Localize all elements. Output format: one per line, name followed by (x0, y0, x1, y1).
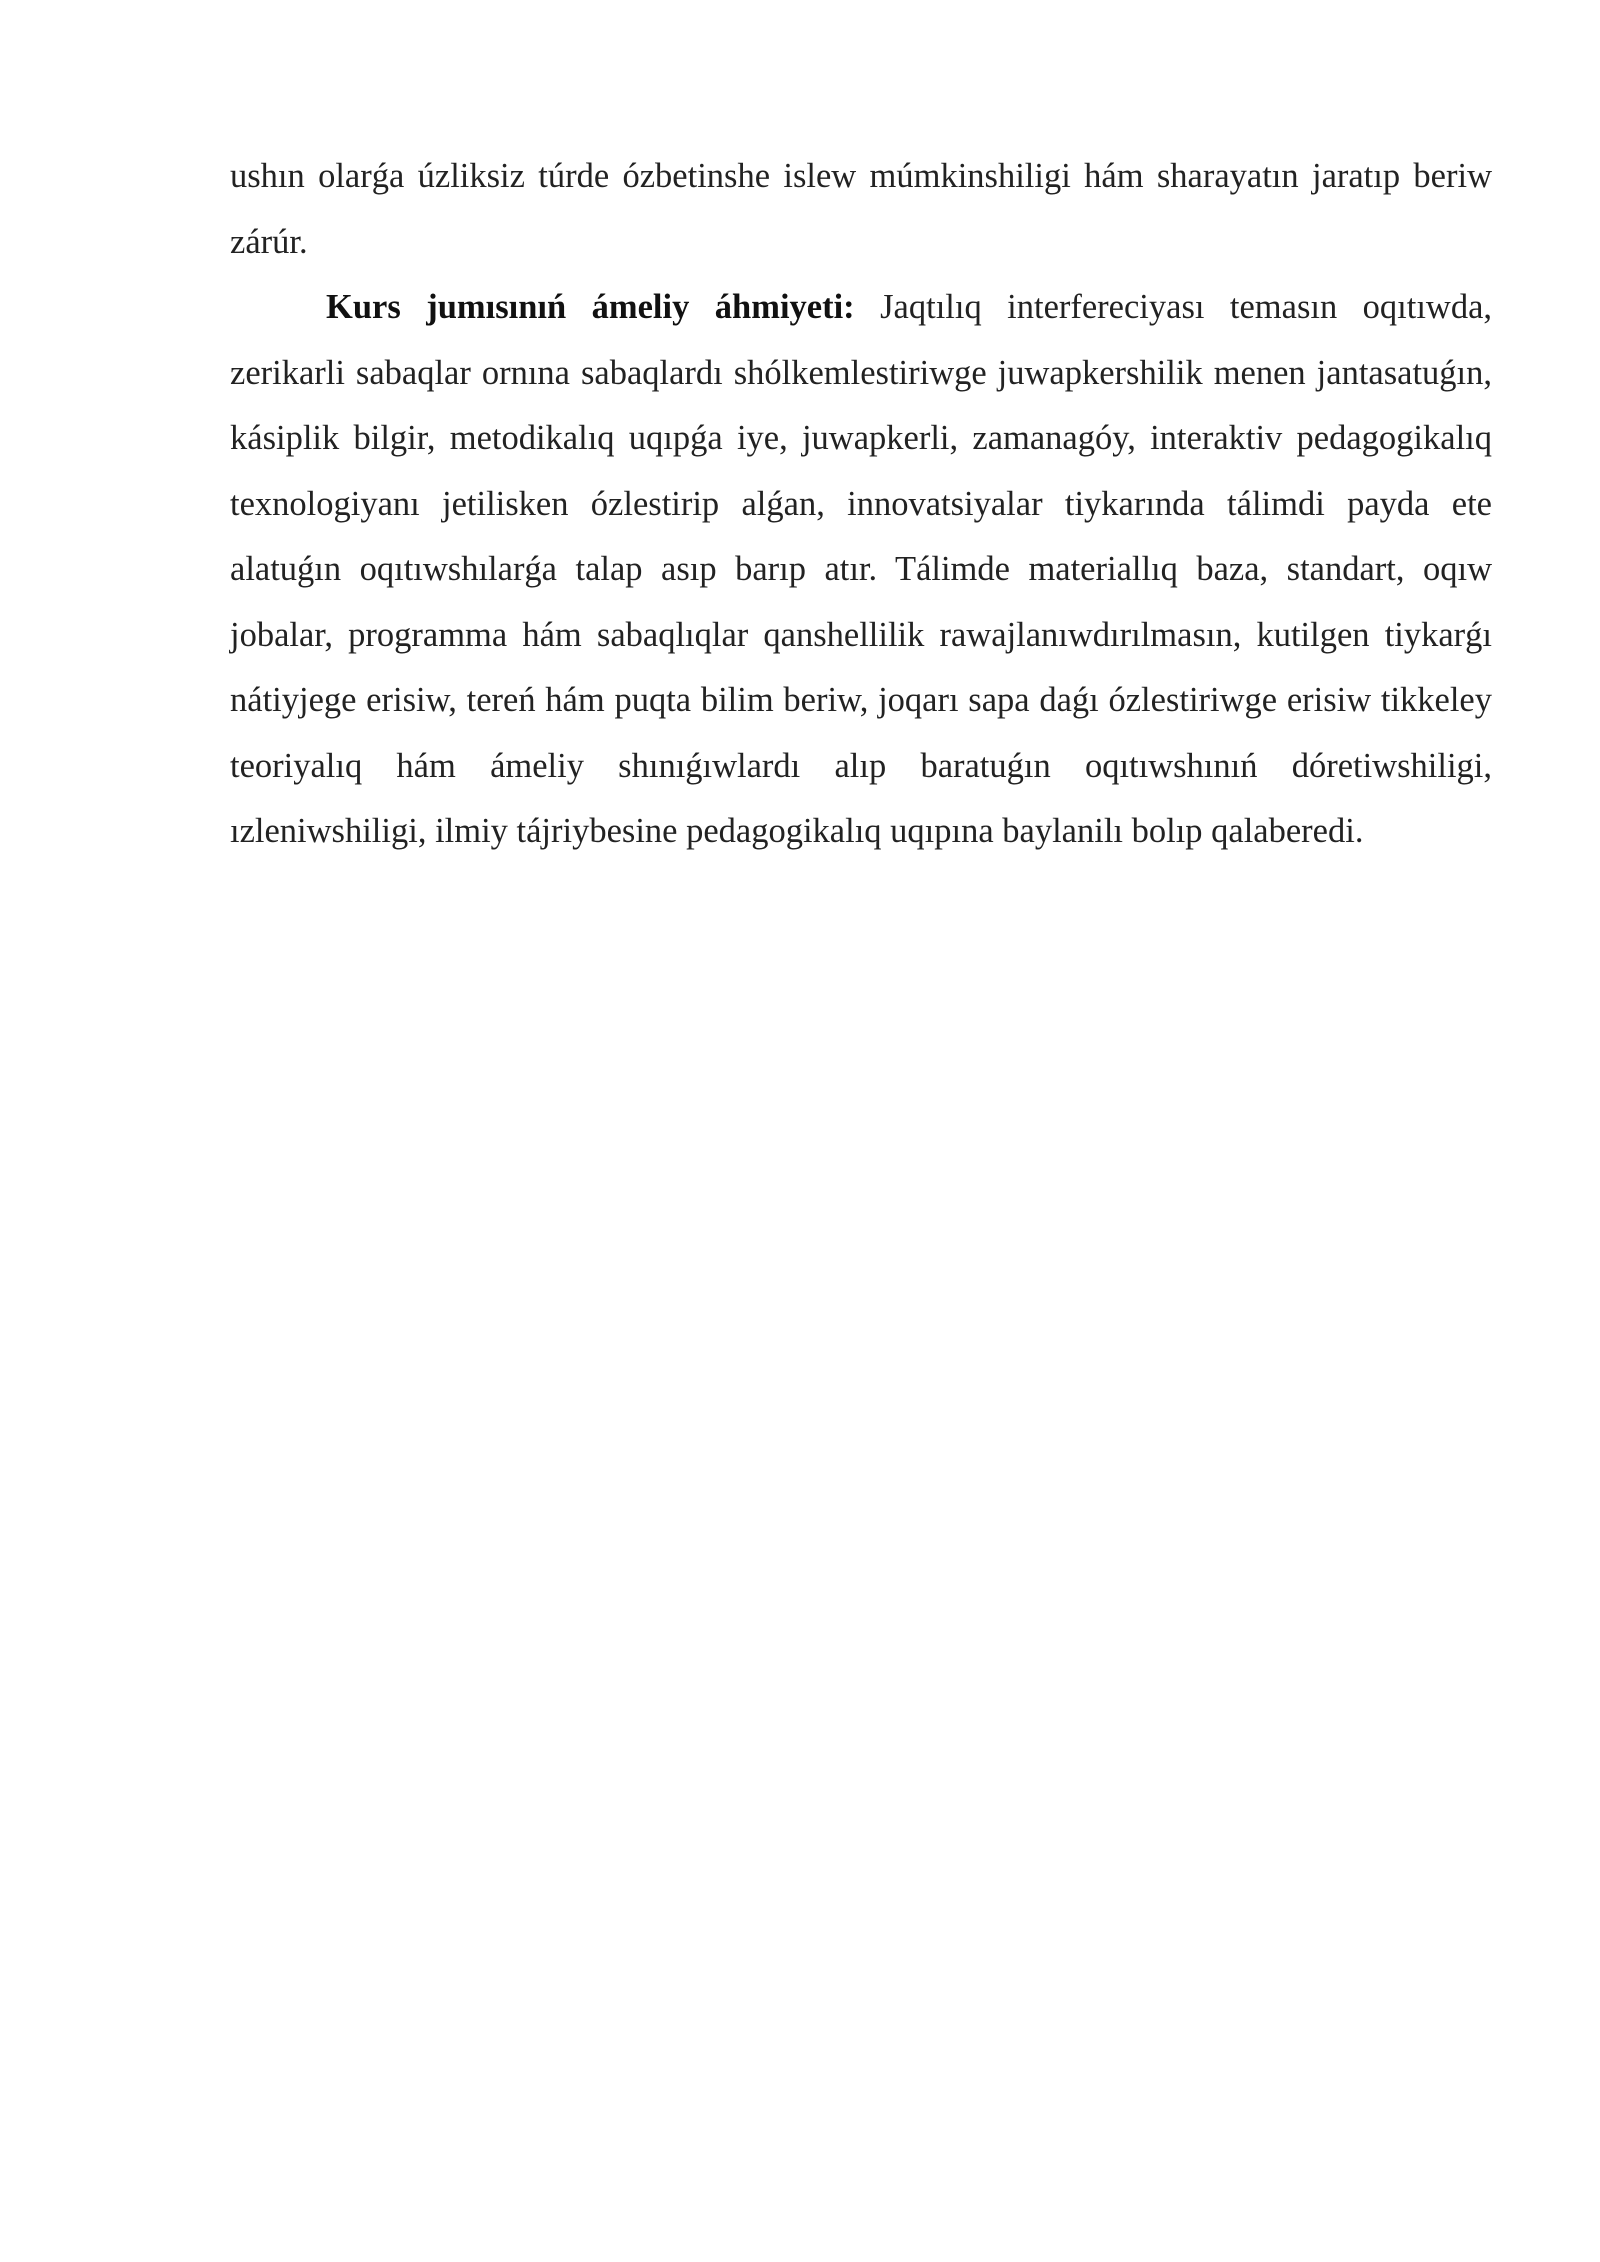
document-body (230, 144, 1492, 865)
paragraph-continuation: ushın olarǵa úzliksiz túrde ózbetinshe islew múmkinshiligi hám sharayatın jaratıp beriw zárúr. (230, 157, 1492, 261)
paragraph-heading: Kurs jumısınıń ámeliy áhmiyeti: (326, 288, 855, 326)
paragraph-body: Jaqtılıq interfereciyası temasın oqıtıwda, zerikarli sabaqlar ornına sabaqlardı shólkemlestiriwge juwapkershilik menen jantasatuǵın, kásiplik bilgir, metodikalıq uqıpǵa iye, juwapkerli, zamanagóy, interaktiv pedagogikalıq texnologiyanı jetilisken ózlestirip alǵan, innovatsiyalar tiykarında tálimdi payda ete alatuǵın oqıtıwshılarǵa talap asıp barıp atır. Tálimde materiallıq baza, standart, oqıw jobalar, programma hám sabaqlıqlar qanshellilik rawajlanıwdırılmasın, kutilgen tiykarǵı nátiyjege erisiw, tereń hám puqta bilim beriw, joqarı sapa daǵı ózlestiriwge erisiw tikkeley teoriyalıq hám ámeliy shınıǵıwlardı alıp baratuǵın oqıtıwshınıń dóretiwshiligi, ızleniwshiligi, ilmiy tájriybesine pedagogikalıq uqıpına baylanilı bolıp qalaberedi. (230, 288, 1493, 850)
paragraph-practical-importance (230, 275, 1492, 865)
